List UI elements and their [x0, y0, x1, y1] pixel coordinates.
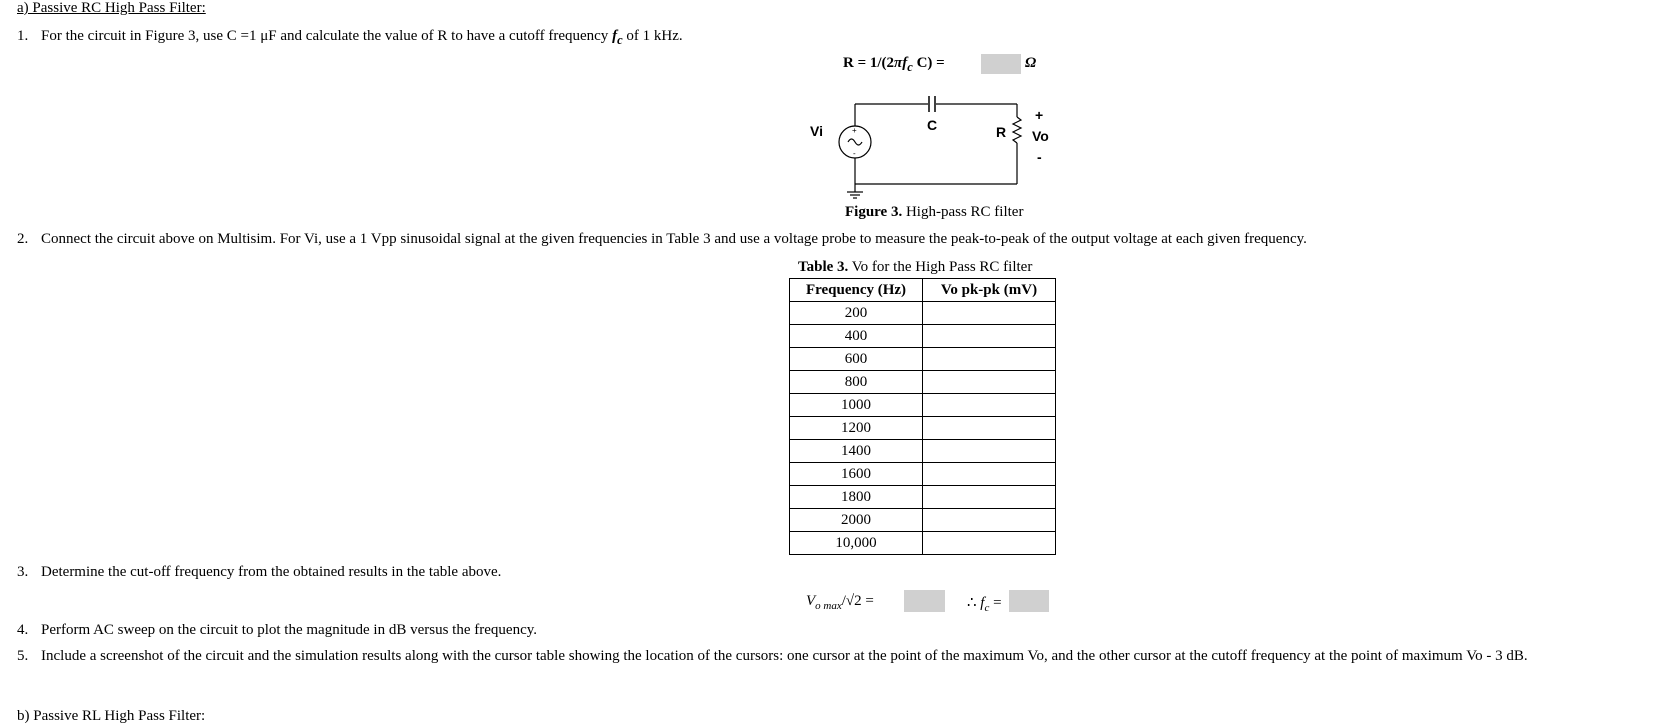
step-4-number: 4. — [17, 622, 29, 638]
minus-label: - — [1037, 149, 1042, 165]
step-5-number: 5. — [17, 648, 29, 664]
table-row — [790, 348, 1056, 371]
frequency-cell: 800 — [790, 371, 923, 394]
frequency-cell: 200 — [790, 302, 923, 325]
frequency-cell: 1600 — [790, 463, 923, 486]
resistance-answer-box[interactable] — [981, 54, 1021, 74]
table-header-row — [790, 279, 1056, 302]
section-a-heading: a) Passive RC High Pass Filter: — [17, 0, 206, 16]
svg-text:+: + — [852, 126, 857, 135]
formula-lhs: R = 1/(2 — [843, 55, 895, 71]
resistor-symbol — [1013, 117, 1021, 143]
vo-cell[interactable] — [923, 509, 1056, 532]
svg-text:-: - — [853, 149, 856, 158]
vi-label: Vi — [810, 123, 823, 139]
frequency-cell: 1200 — [790, 417, 923, 440]
resistance-formula — [843, 55, 945, 75]
vo-cell[interactable] — [923, 348, 1056, 371]
table-row — [790, 325, 1056, 348]
vo-measurement-table — [789, 278, 1056, 555]
formula-pi: π — [894, 55, 903, 71]
vo-cell[interactable] — [923, 371, 1056, 394]
vo-max-answer-box[interactable] — [904, 590, 945, 612]
vo-header: Vo pk-pk (mV) — [923, 279, 1056, 302]
table-row — [790, 371, 1056, 394]
table-caption-text: Vo for the High Pass RC filter — [848, 259, 1033, 275]
section-b-heading: b) Passive RL High Pass Filter: — [17, 708, 206, 724]
figure-caption-text: High-pass RC filter — [902, 204, 1024, 220]
vo-cell[interactable] — [923, 325, 1056, 348]
step-1 — [17, 28, 683, 48]
frequency-cell: 10,000 — [790, 532, 923, 555]
fc-expression — [967, 593, 1002, 614]
table-row — [790, 440, 1056, 463]
vo-cell[interactable] — [923, 302, 1056, 325]
vo-cell[interactable] — [923, 440, 1056, 463]
sqrt2-expression: /√2 = — [841, 593, 874, 609]
vo-cell[interactable] — [923, 486, 1056, 509]
vo-symbol: V — [806, 593, 816, 609]
r-label: R — [996, 124, 1007, 140]
fc-equals: = — [989, 595, 1002, 611]
step-3 — [17, 564, 501, 581]
vo-cell[interactable] — [923, 417, 1056, 440]
step-4 — [17, 622, 537, 639]
step-3-text: Determine the cut-off frequency from the obtained results in the table above. — [41, 564, 502, 580]
frequency-cell: 400 — [790, 325, 923, 348]
step-1-text-after: of 1 kHz. — [626, 28, 683, 44]
step-5 — [17, 648, 1528, 665]
figure-caption — [845, 204, 1023, 221]
vo-cell[interactable] — [923, 463, 1056, 486]
vo-max-expression — [806, 593, 874, 612]
fc-subscript: c — [617, 33, 623, 47]
vo-subscript: o max — [815, 600, 842, 612]
table-row — [790, 417, 1056, 440]
plus-label: + — [1035, 107, 1044, 123]
step-4-text: Perform AC sweep on the circuit to plot the magnitude in dB versus the frequency. — [41, 622, 537, 638]
step-3-number: 3. — [17, 564, 29, 580]
table-row — [790, 509, 1056, 532]
step-5-text: Include a screenshot of the circuit and the simulation results along with the cursor table showing the location of the cursors: one cursor at the point of the maximum Vo, and the other cursor at the cutoff frequency at the point of maximum Vo - 3 dB. — [41, 648, 1528, 664]
therefore-symbol: ∴ — [967, 595, 977, 611]
step-1-text: For the circuit in Figure 3, use C =1 μF and calculate the value of R to have a cutoff frequency — [41, 28, 609, 44]
c-label: C — [927, 117, 938, 133]
vo-cell[interactable] — [923, 532, 1056, 555]
vo-cell[interactable] — [923, 394, 1056, 417]
table-caption-bold: Table 3. — [798, 259, 849, 275]
frequency-cell: 2000 — [790, 509, 923, 532]
frequency-cell: 1800 — [790, 486, 923, 509]
frequency-cell: 1400 — [790, 440, 923, 463]
ohm-unit: Ω — [1025, 55, 1037, 71]
formula-rhs: C) = — [912, 55, 945, 71]
table-row — [790, 463, 1056, 486]
table-row — [790, 394, 1056, 417]
step-2 — [17, 231, 1307, 248]
vo-label: Vo — [1032, 128, 1049, 144]
table-row — [790, 486, 1056, 509]
fc-f: f — [980, 595, 985, 611]
table-caption — [798, 259, 1032, 276]
step-2-number: 2. — [17, 231, 29, 247]
frequency-cell: 1000 — [790, 394, 923, 417]
fc-symbol: f — [612, 28, 618, 44]
table-row — [790, 532, 1056, 555]
frequency-header: Frequency (Hz) — [790, 279, 923, 302]
table-row — [790, 302, 1056, 325]
step-2-text: Connect the circuit above on Multisim. For Vi, use a 1 Vpp sinusoidal signal at the given frequencies in Table 3 and use a voltage probe to measure the peak-to-peak of the output voltage at each given frequency. — [41, 231, 1307, 247]
figure-caption-bold: Figure 3. — [845, 204, 903, 220]
step-1-number: 1. — [17, 28, 29, 44]
formula-sub: c — [907, 60, 913, 74]
circuit-diagram — [805, 84, 1065, 204]
formula-f: f — [902, 55, 908, 71]
fc-answer-box[interactable] — [1009, 590, 1049, 612]
frequency-cell: 600 — [790, 348, 923, 371]
fc-sub: c — [984, 602, 990, 614]
